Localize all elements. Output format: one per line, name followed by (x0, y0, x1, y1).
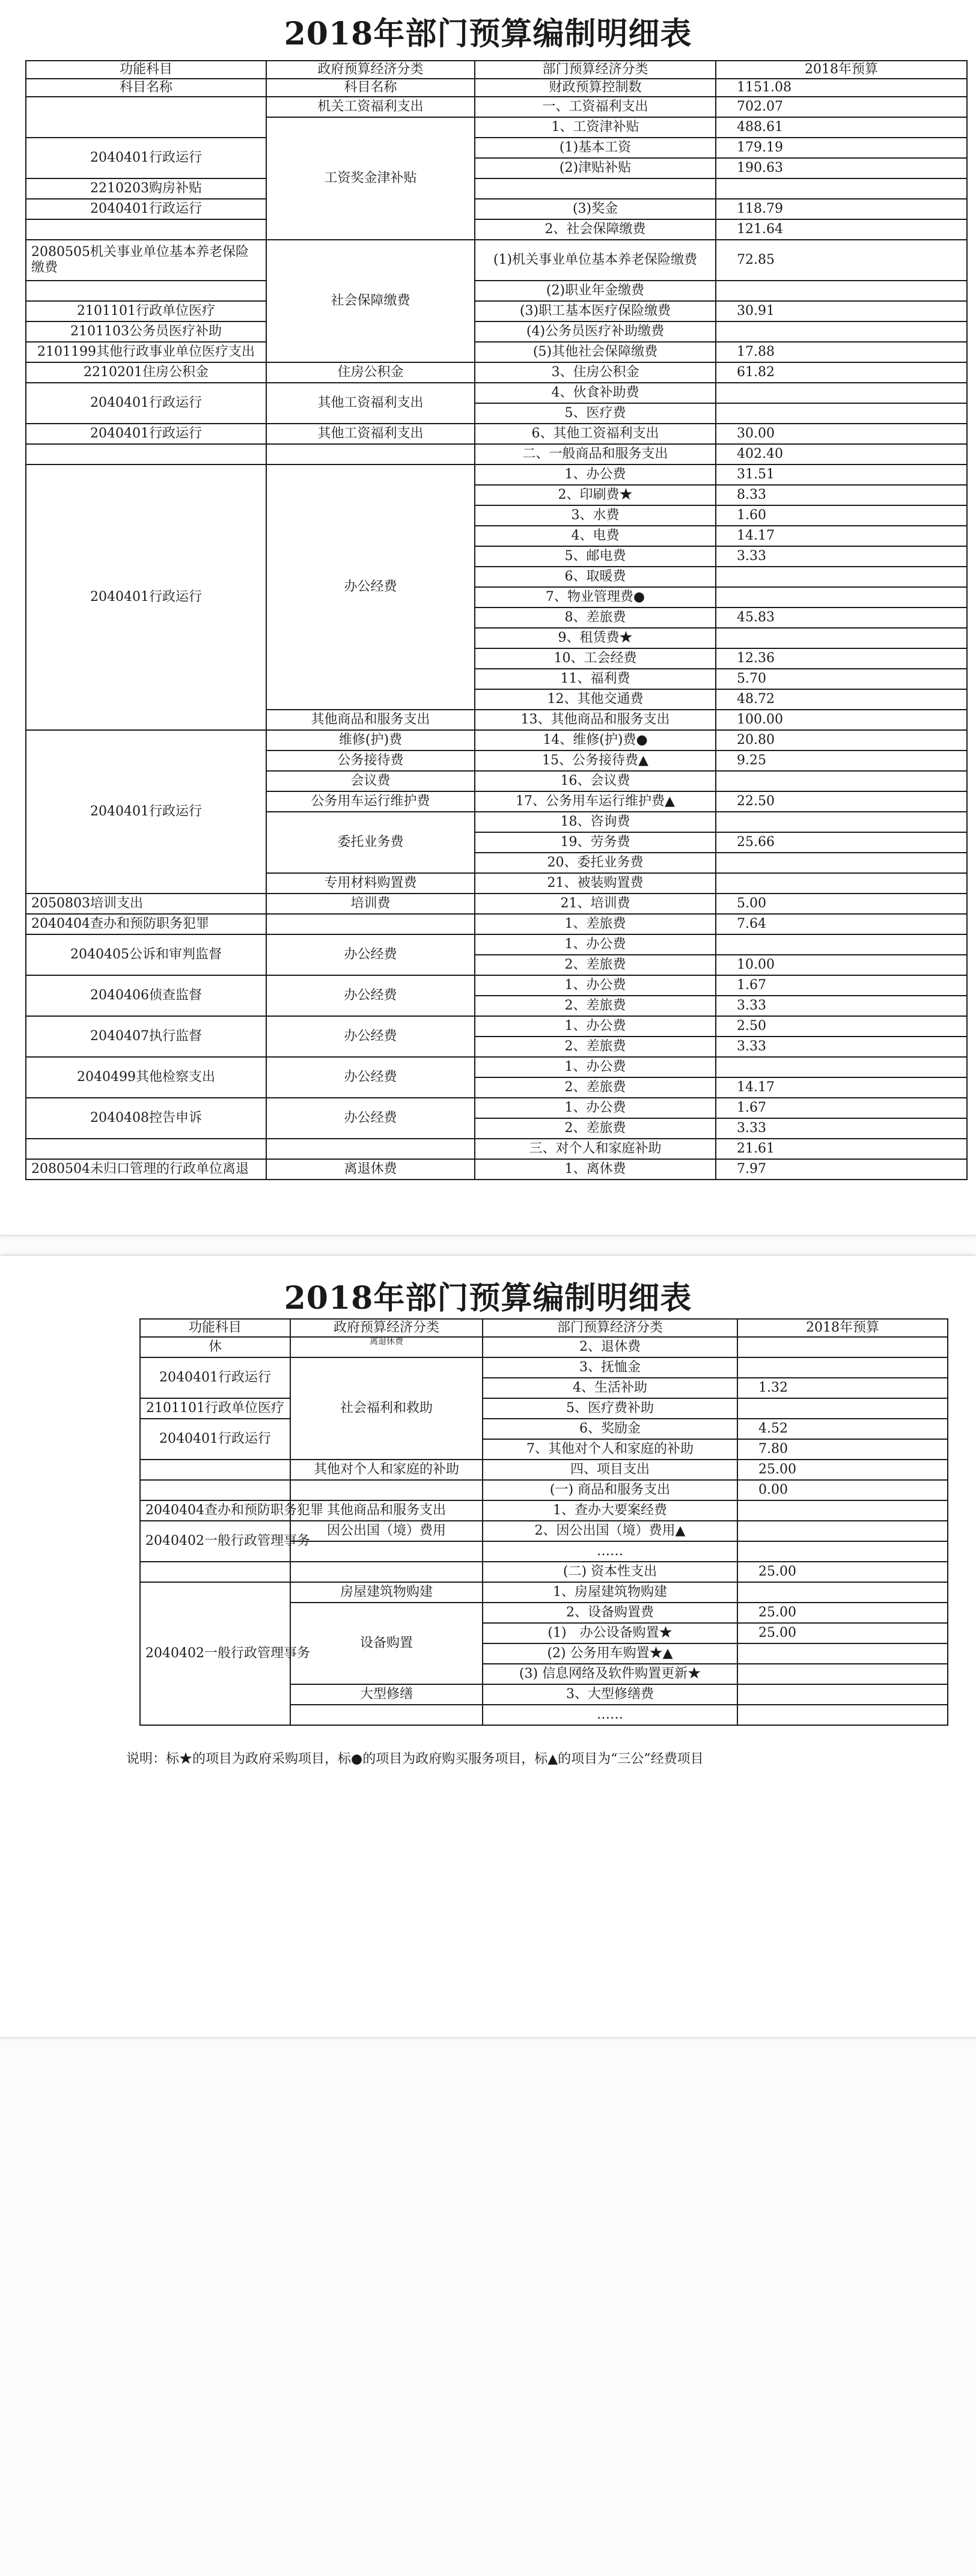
budget-cell: 25.00 (737, 1623, 948, 1643)
budget-cell: 1.60 (716, 505, 967, 526)
dept-cell: 21、培训费 (475, 894, 716, 914)
budget-cell: 8.33 (716, 485, 967, 505)
dept-cell: 4、生活补助 (483, 1378, 737, 1398)
dept-cell: 21、被装购置费 (475, 873, 716, 894)
func-cell (26, 444, 266, 464)
func-cell (140, 1562, 290, 1582)
gov-cell (290, 1480, 483, 1500)
dept-cell: 3、抚恤金 (483, 1357, 737, 1378)
dept-cell: 4、电费 (475, 526, 716, 546)
subheader-budget: 财政预算控制数 (475, 79, 716, 97)
table-header-row (140, 1319, 948, 1337)
budget-cell (716, 934, 967, 955)
budget-cell (737, 1398, 948, 1419)
budget-cell (716, 567, 967, 587)
dept-cell: 18、咨询费 (475, 812, 716, 832)
page-title: 2018年部门预算编制明细表 (284, 16, 692, 52)
gov-cell: 离退休费 (290, 1337, 483, 1357)
dept-cell: 7、物业管理费● (475, 587, 716, 607)
dept-cell: 16、会议费 (475, 771, 716, 791)
gov-cell (290, 1541, 483, 1562)
gov-cell: 房屋建筑物购建 (290, 1582, 483, 1603)
func-cell (26, 281, 266, 301)
budget-cell (716, 178, 967, 199)
budget-cell: 3.33 (716, 1037, 967, 1057)
dept-cell: (2)职业年金缴费 (475, 281, 716, 301)
func-cell: 2210201住房公积金 (26, 362, 266, 383)
budget-cell (737, 1521, 948, 1541)
page-two (0, 1256, 976, 2037)
page-title: 2018年部门预算编制明细表 (284, 1280, 692, 1317)
dept-cell: (2) 公务用车购置★▲ (483, 1643, 737, 1664)
budget-cell: 25.66 (716, 832, 967, 853)
budget-cell (716, 587, 967, 607)
dept-cell: 三、对个人和家庭补助 (475, 1139, 716, 1159)
budget-cell (716, 812, 967, 832)
func-cell (140, 1480, 290, 1500)
dept-cell: 11、福利费 (475, 669, 716, 689)
budget-cell: 3.33 (716, 996, 967, 1016)
gov-cell: 公务用车运行维护费 (266, 791, 475, 812)
gov-cell: 办公经费 (266, 1057, 475, 1098)
gov-cell (266, 914, 475, 934)
gov-cell: 办公经费 (266, 464, 475, 710)
func-cell (140, 1460, 290, 1480)
gov-cell: 办公经费 (266, 1098, 475, 1139)
func-cell: 2101101行政单位医疗 (140, 1398, 290, 1419)
budget-cell: 31.51 (716, 464, 967, 485)
budget-cell: 3.33 (716, 1118, 967, 1139)
func-cell: 2101101行政单位医疗 (26, 301, 266, 321)
dept-cell: 3、水费 (475, 505, 716, 526)
budget-cell: 48.72 (716, 689, 967, 710)
dept-cell: (2)津贴补贴 (475, 158, 716, 178)
dept-cell: 四、项目支出 (483, 1460, 737, 1480)
dept-cell: …… (483, 1541, 737, 1562)
dept-cell: 12、其他交通费 (475, 689, 716, 710)
subheader-dept: 科目名称 (266, 79, 475, 97)
dept-cell: 1、办公费 (475, 975, 716, 996)
func-cell: 2040407执行监督 (26, 1016, 266, 1057)
gov-cell: 离退休费 (266, 1159, 475, 1180)
dept-cell: 1、办公费 (475, 1098, 716, 1118)
func-cell: 2080504未归口管理的行政单位离退 (26, 1159, 266, 1180)
dept-cell: 1、查办大要案经费 (483, 1500, 737, 1521)
dept-cell: (一) 商品和服务支出 (483, 1480, 737, 1500)
func-cell: 2101199其他行政事业单位医疗支出 (26, 342, 266, 362)
budget-cell: 0.00 (737, 1480, 948, 1500)
header-budget: 2018年预算 (737, 1319, 948, 1337)
budget-cell: 25.00 (737, 1562, 948, 1582)
dept-cell: (3)职工基本医疗保险缴费 (475, 301, 716, 321)
header-dept: 部门预算经济分类 (483, 1319, 737, 1337)
gov-cell: 委托业务费 (266, 812, 475, 873)
budget-cell: 121.64 (716, 219, 967, 240)
gov-cell: 办公经费 (266, 975, 475, 1016)
dept-cell: 5、邮电费 (475, 546, 716, 567)
gov-cell: 培训费 (266, 894, 475, 914)
budget-cell: 702.07 (716, 97, 967, 117)
dept-cell: 13、其他商品和服务支出 (475, 710, 716, 730)
dept-cell: (1) 办公设备购置★ (483, 1623, 737, 1643)
func-cell: 2040405公诉和审判监督 (26, 934, 266, 975)
dept-cell: 4、伙食补助费 (475, 383, 716, 403)
budget-cell (716, 281, 967, 301)
header-gov: 政府预算经济分类 (290, 1319, 483, 1337)
dept-cell: 1、离休费 (475, 1159, 716, 1180)
func-cell: 2101103公务员医疗补助 (26, 321, 266, 342)
dept-cell: 2、印刷费★ (475, 485, 716, 505)
table-subheader-row (26, 79, 967, 97)
gov-cell: 社会保障缴费 (266, 240, 475, 362)
subheader-value: 1151.08 (716, 79, 967, 97)
budget-cell (737, 1357, 948, 1378)
budget-cell (737, 1582, 948, 1603)
budget-table-one (25, 60, 968, 1180)
header-func: 功能科目 (26, 61, 266, 79)
budget-cell: 1.32 (737, 1378, 948, 1398)
budget-cell: 118.79 (716, 199, 967, 219)
dept-cell: 1、房屋建筑物购建 (483, 1582, 737, 1603)
dept-cell: 2、差旅费 (475, 1037, 716, 1057)
footnote: 说明：标★的项目为政府采购项目，标●的项目为政府购买服务项目，标▲的项目为“三公”经费项目 (126, 1752, 704, 1767)
func-cell (26, 1139, 266, 1159)
dept-cell: 7、其他对个人和家庭的补助 (483, 1439, 737, 1460)
gov-cell (266, 1139, 475, 1159)
gov-cell: 专用材料购置费 (266, 873, 475, 894)
func-cell: 2040401行政运行 (26, 730, 266, 894)
budget-cell: 25.00 (737, 1603, 948, 1623)
gov-cell (290, 1705, 483, 1725)
budget-cell (716, 771, 967, 791)
budget-cell (716, 873, 967, 894)
budget-cell: 190.63 (716, 158, 967, 178)
budget-cell (716, 628, 967, 648)
func-cell (26, 97, 266, 138)
dept-cell: 6、其他工资福利支出 (475, 424, 716, 444)
func-cell: 2080505机关事业单位基本养老保险缴费 (26, 240, 266, 281)
header-gov: 政府预算经济分类 (266, 61, 475, 79)
dept-cell: (5)其他社会保障缴费 (475, 342, 716, 362)
budget-cell (716, 383, 967, 403)
dept-cell: 15、公务接待费▲ (475, 751, 716, 771)
gov-cell: 机关工资福利支出 (266, 97, 475, 117)
budget-cell (716, 853, 967, 873)
dept-cell: 2、因公出国（境）费用▲ (483, 1521, 737, 1541)
budget-cell (737, 1684, 948, 1705)
budget-cell: 17.88 (716, 342, 967, 362)
budget-cell (737, 1500, 948, 1521)
budget-table-two (139, 1318, 948, 1726)
dept-cell (475, 178, 716, 199)
budget-cell (737, 1705, 948, 1725)
dept-cell: 1、办公费 (475, 1057, 716, 1077)
budget-cell: 7.64 (716, 914, 967, 934)
dept-cell: 20、委托业务费 (475, 853, 716, 873)
gov-cell: 办公经费 (266, 934, 475, 975)
budget-cell: 5.70 (716, 669, 967, 689)
func-cell: 2040408控告申诉 (26, 1098, 266, 1139)
dept-cell: 2、差旅费 (475, 996, 716, 1016)
budget-cell: 30.91 (716, 301, 967, 321)
budget-cell: 1.67 (716, 975, 967, 996)
func-cell: 2040406侦查监督 (26, 975, 266, 1016)
budget-cell: 14.17 (716, 526, 967, 546)
gov-cell: 公务接待费 (266, 751, 475, 771)
dept-cell: 1、办公费 (475, 934, 716, 955)
budget-cell (737, 1337, 948, 1357)
dept-cell: 1、办公费 (475, 1016, 716, 1037)
dept-cell: 1、差旅费 (475, 914, 716, 934)
gov-cell: 社会福利和救助 (290, 1357, 483, 1460)
budget-cell: 100.00 (716, 710, 967, 730)
dept-cell: 5、医疗费补助 (483, 1398, 737, 1419)
dept-cell: 2、差旅费 (475, 1077, 716, 1098)
budget-cell: 4.52 (737, 1419, 948, 1439)
dept-cell: 19、劳务费 (475, 832, 716, 853)
dept-cell: …… (483, 1705, 737, 1725)
func-cell: 2040401行政运行 (26, 383, 266, 424)
dept-cell: (3) 信息网络及软件购置更新★ (483, 1664, 737, 1684)
budget-cell: 14.17 (716, 1077, 967, 1098)
func-cell: 休 (140, 1337, 290, 1357)
func-cell: 2040404查办和预防职务犯罪 (140, 1500, 290, 1521)
dept-cell: 二、一般商品和服务支出 (475, 444, 716, 464)
gov-cell: 工资奖金津补贴 (266, 117, 475, 240)
dept-cell: 2、差旅费 (475, 1118, 716, 1139)
budget-cell: 402.40 (716, 444, 967, 464)
func-cell: 2040401行政运行 (140, 1419, 290, 1460)
budget-cell: 9.25 (716, 751, 967, 771)
dept-cell: 10、工会经费 (475, 648, 716, 669)
dept-cell: 一、工资福利支出 (475, 97, 716, 117)
func-cell: 2040401行政运行 (26, 464, 266, 730)
dept-cell: 2、设备购置费 (483, 1603, 737, 1623)
dept-cell: 8、差旅费 (475, 607, 716, 628)
dept-cell: 1、办公费 (475, 464, 716, 485)
dept-cell: (3)奖金 (475, 199, 716, 219)
dept-cell: 5、医疗费 (475, 403, 716, 424)
dept-cell: (二) 资本性支出 (483, 1562, 737, 1582)
func-cell: 2040499其他检察支出 (26, 1057, 266, 1098)
dept-cell: 6、取暖费 (475, 567, 716, 587)
dept-cell: 17、公务用车运行维护费▲ (475, 791, 716, 812)
gov-cell: 其他商品和服务支出 (290, 1500, 483, 1521)
dept-cell: 6、奖励金 (483, 1419, 737, 1439)
gov-cell: 设备购置 (290, 1603, 483, 1684)
gov-cell (290, 1562, 483, 1582)
dept-cell: (4)公务员医疗补助缴费 (475, 321, 716, 342)
dept-cell: 2、退休费 (483, 1337, 737, 1357)
budget-cell: 2.50 (716, 1016, 967, 1037)
budget-cell: 5.00 (716, 894, 967, 914)
budget-cell: 30.00 (716, 424, 967, 444)
budget-cell: 7.97 (716, 1159, 967, 1180)
budget-cell: 179.19 (716, 138, 967, 158)
gov-cell (266, 444, 475, 464)
gov-cell: 办公经费 (266, 1016, 475, 1057)
budget-cell (716, 321, 967, 342)
budget-cell: 25.00 (737, 1460, 948, 1480)
budget-cell (737, 1643, 948, 1664)
gov-cell: 住房公积金 (266, 362, 475, 383)
page-one (0, 0, 976, 1235)
func-cell: 2040402一般行政管理事务 (140, 1521, 290, 1562)
header-dept: 部门预算经济分类 (475, 61, 716, 79)
func-cell: 2040401行政运行 (140, 1357, 290, 1398)
budget-cell: 7.80 (737, 1439, 948, 1460)
func-cell: 2040401行政运行 (26, 138, 266, 178)
budget-cell (716, 1057, 967, 1077)
func-cell: 2210203购房补贴 (26, 178, 266, 199)
budget-cell: 3.33 (716, 546, 967, 567)
header-budget: 2018年预算 (716, 61, 967, 79)
header-func: 功能科目 (140, 1319, 290, 1337)
dept-cell: (1)基本工资 (475, 138, 716, 158)
func-cell: 2040402一般行政管理事务 (140, 1582, 290, 1725)
budget-cell: 22.50 (716, 791, 967, 812)
gov-cell: 其他工资福利支出 (266, 383, 475, 424)
func-cell (26, 219, 266, 240)
budget-cell: 12.36 (716, 648, 967, 669)
gov-cell: 因公出国（境）费用 (290, 1521, 483, 1541)
gov-cell: 会议费 (266, 771, 475, 791)
table-header-row (26, 61, 967, 79)
gov-cell: 维修(护)费 (266, 730, 475, 751)
dept-cell: 14、维修(护)费● (475, 730, 716, 751)
budget-cell: 488.61 (716, 117, 967, 138)
dept-cell: (1)机关事业单位基本养老保险缴费 (475, 240, 716, 281)
budget-cell (716, 403, 967, 424)
func-cell: 2050803培训支出 (26, 894, 266, 914)
subheader-func-name: 科目名称 (26, 79, 266, 97)
budget-cell: 45.83 (716, 607, 967, 628)
budget-cell: 72.85 (716, 240, 967, 281)
gov-cell: 大型修缮 (290, 1684, 483, 1705)
gov-cell: 其他对个人和家庭的补助 (290, 1460, 483, 1480)
budget-cell: 10.00 (716, 955, 967, 975)
budget-cell: 20.80 (716, 730, 967, 751)
func-cell: 2040401行政运行 (26, 424, 266, 444)
budget-cell (737, 1664, 948, 1684)
dept-cell: 9、租赁费★ (475, 628, 716, 648)
func-cell: 2040404查办和预防职务犯罪 (26, 914, 266, 934)
dept-cell: 2、社会保障缴费 (475, 219, 716, 240)
func-cell: 2040401行政运行 (26, 199, 266, 219)
budget-cell: 21.61 (716, 1139, 967, 1159)
dept-cell: 3、大型修缮费 (483, 1684, 737, 1705)
budget-cell (737, 1541, 948, 1562)
dept-cell: 2、差旅费 (475, 955, 716, 975)
budget-cell: 61.82 (716, 362, 967, 383)
budget-cell: 1.67 (716, 1098, 967, 1118)
gov-cell: 其他工资福利支出 (266, 424, 475, 444)
dept-cell: 1、工资津补贴 (475, 117, 716, 138)
gov-cell: 其他商品和服务支出 (266, 710, 475, 730)
dept-cell: 3、住房公积金 (475, 362, 716, 383)
